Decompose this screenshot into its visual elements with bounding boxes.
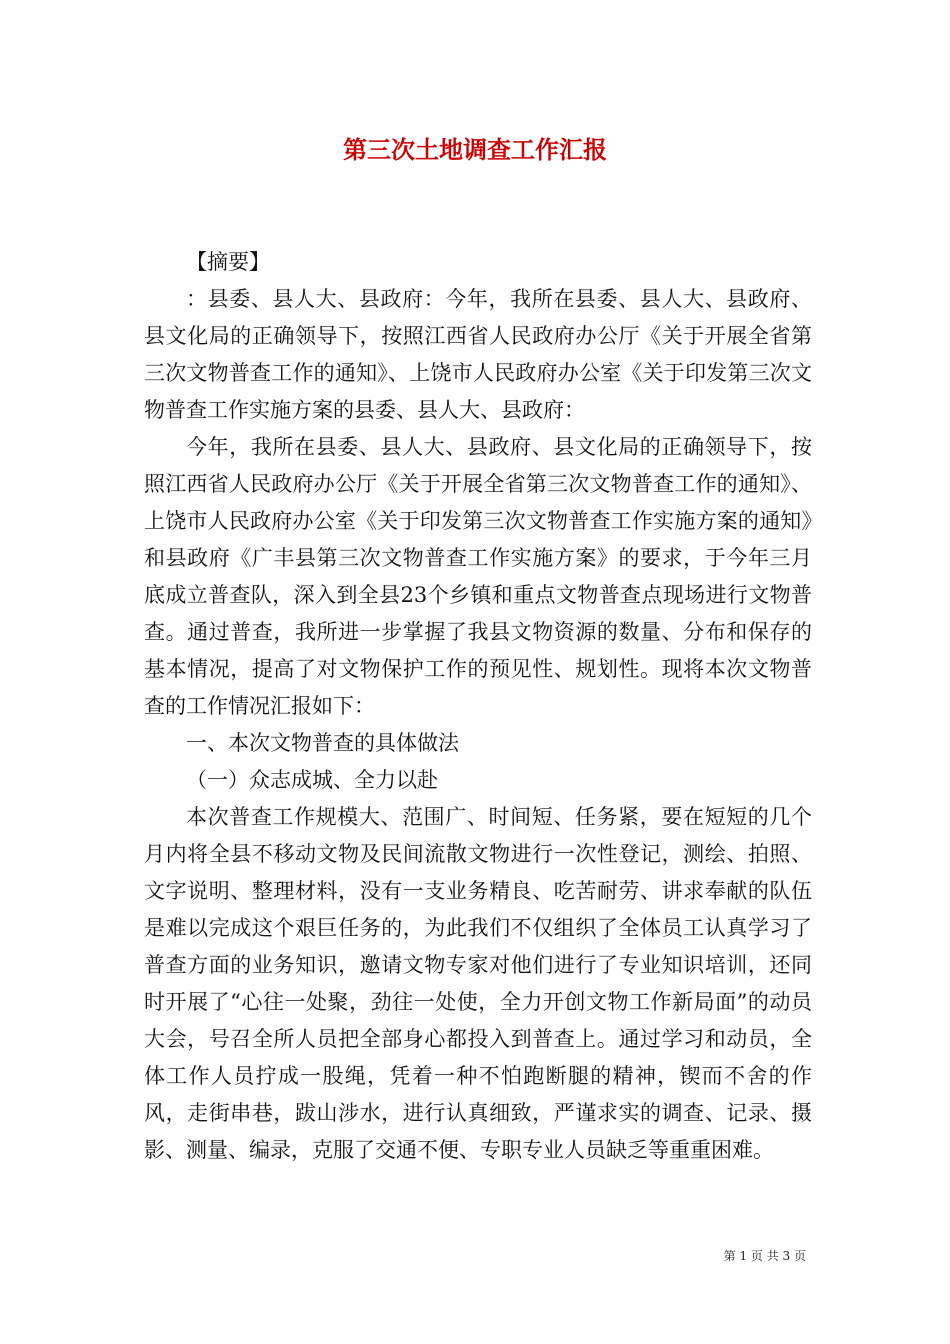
paragraph-body-1: 本次普查工作规模大、范围广、时间短、任务紧，要在短短的几个月内将全县不移动文物及民间流散文物进行一次性登记，测绘、拍照、文字说明、整理材料，没有一支业务精良、吃苦耐劳、讲求奉献的队伍是难以完成这个艰巨任务的，为此我们不仅组织了全体员工认真学习了普查方面的业务知识，邀请文物专家对他们进行了专业知识培训，还同时开展了“心往一处聚，劲往一处使，全力开创文物工作新局面”的动员大会，号召全所人员把全部身心都投入到普查上。通过学习和动员，全体工作人员拧成一股绳，凭着一种不怕跑断腿的精神，锲而不舍的作风，走街串巷，跋山涉水，进行认真细致，严谨求实的调查、记录、摄影、测量、编录，克服了交通不便、专职专业人员缺乏等重重困难。 <box>144 805 812 1162</box>
subsection-heading-1: （一）众志成城、全力以赴 <box>186 768 438 792</box>
section-heading-1: 一、本次文物普查的具体做法 <box>186 731 459 755</box>
page-number: 第 1 页 共 3 页 <box>723 1249 806 1263</box>
document-title: 第三次土地调查工作汇报 <box>343 135 607 164</box>
paragraph-salutation: ：县委、县人大、县政府：今年，我所在县委、县人大、县政府、县文化局的正确领导下，按照江西省人民政府办公厅《关于开展全省第三次文物普查工作的通知》、上饶市人民政府办公室《关于印发第三次文物普查工作实施方案的县委、县人大、县政府： <box>144 287 812 422</box>
abstract-heading: 【摘要】 <box>186 250 270 274</box>
paragraph-intro: 今年，我所在县委、县人大、县政府、县文化局的正确领导下，按照江西省人民政府办公厅《关于开展全省第三次文物普查工作的通知》、上饶市人民政府办公室《关于印发第三次文物普查工作实施方案的通知》和县政府《广丰县第三次文物普查工作实施方案》的要求，于今年三月底成立普查队，深入到全县23个乡镇和重点文物普查点现场进行文物普查。通过普查，我所进一步掌握了我县文物资源的数量、分布和保存的基本情况，提高了对文物保护工作的预见性、规划性。现将本次文物普查的工作情况汇报如下： <box>144 435 812 718</box>
document-body <box>144 244 812 1169</box>
